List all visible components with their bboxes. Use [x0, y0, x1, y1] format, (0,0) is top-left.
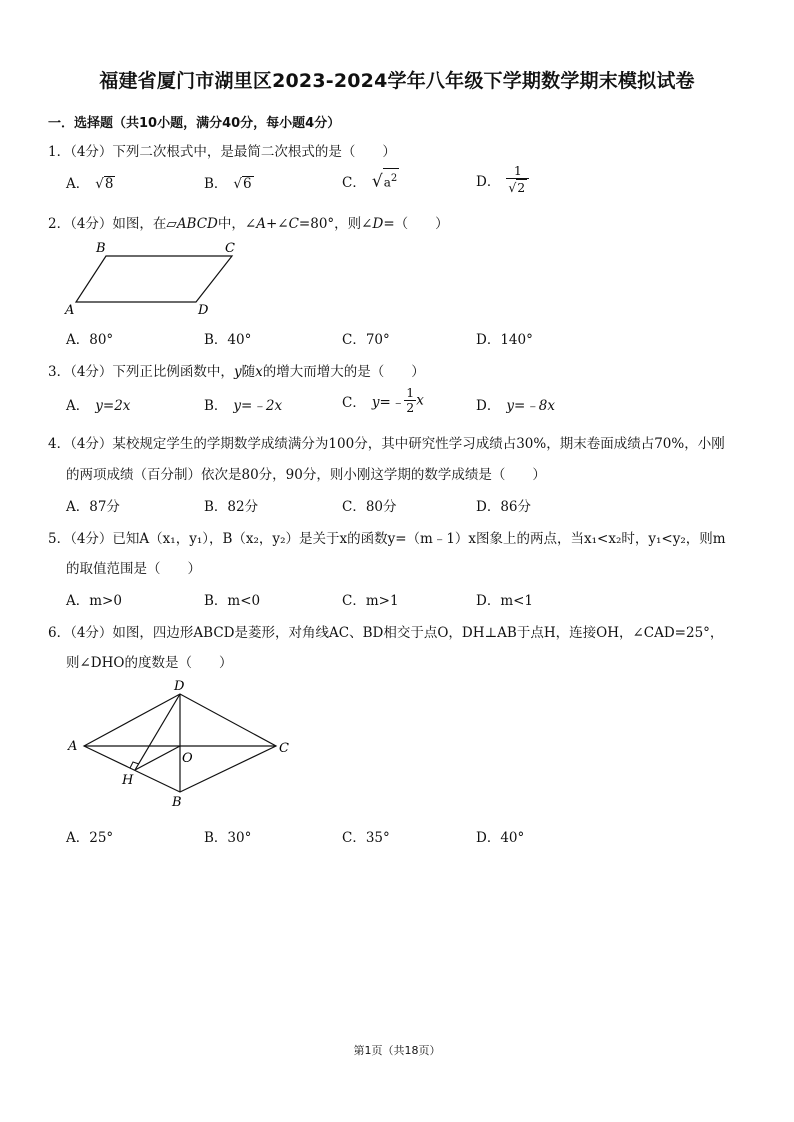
sqrt-sign-icon: √: [95, 176, 104, 192]
option-expression: y=﹣2x: [233, 398, 283, 414]
rhombus-figure: [60, 678, 300, 812]
fraction-numerator: 1: [506, 164, 529, 179]
sqrt-sign-icon: √: [233, 176, 243, 192]
q6-option-b[interactable]: B．30°: [204, 830, 252, 846]
q4-option-b[interactable]: B．82分: [204, 499, 259, 515]
option-label: D．: [476, 173, 501, 190]
stem-var: x: [255, 364, 263, 380]
q4-stem-line2: 的两项成绩（百分制）依次是80分，90分，则小刚这学期的数学成绩是（ ）: [66, 467, 546, 483]
fraction-denominator: 2: [406, 400, 415, 415]
q5-option-d[interactable]: D．m<1: [476, 593, 534, 609]
stem-var: A: [256, 216, 266, 232]
stem-text: =（ ）: [383, 216, 449, 232]
vertex-label-a: A: [65, 303, 75, 318]
q6-option-a[interactable]: A．25°: [66, 830, 114, 846]
q5-option-c[interactable]: C．m>1: [342, 593, 399, 609]
option-label: B．: [204, 176, 228, 192]
vertex-label-d: D: [198, 303, 209, 318]
parallelogram-figure: [60, 236, 260, 320]
stem-text: 中，∠: [217, 216, 257, 232]
radicand-base: a: [383, 175, 391, 190]
q3-option-c[interactable]: [342, 386, 424, 415]
q3-option-d[interactable]: [476, 394, 555, 414]
parallelogram-shape: [76, 256, 232, 302]
option-label: A．: [66, 176, 90, 192]
fraction: [404, 386, 416, 415]
fraction: [506, 164, 529, 195]
q3-stem: [48, 360, 425, 380]
option-expression: y=﹣: [371, 394, 405, 411]
q4-option-a[interactable]: A．87分: [66, 499, 120, 515]
sqrt-sign-icon: √: [371, 171, 383, 192]
fraction-denominator: √2: [508, 180, 526, 195]
q2-stem: [48, 212, 449, 232]
option-label: D．: [476, 398, 501, 414]
q2-option-d[interactable]: D．140°: [476, 332, 533, 348]
q6-option-d[interactable]: D．40°: [476, 830, 525, 846]
option-expression: y=﹣8x: [506, 398, 555, 414]
q4-option-c[interactable]: C．80分: [342, 499, 397, 515]
option-label: A．: [66, 398, 90, 414]
q5-stem-line1: 5．（4分）已知A（x₁，y₁），B（x₂，y₂）是关于x的函数y=（m﹣1）x图象上的两点，当x₁<x₂时，y₁<y₂，则m: [48, 531, 726, 547]
vertex-label-c: C: [225, 241, 235, 256]
stem-var: C: [288, 216, 299, 232]
vertex-label-c: C: [279, 741, 289, 756]
fraction-numerator: 1: [406, 385, 415, 400]
radicand: 6: [243, 176, 252, 192]
q5-stem-line2: 的取值范围是（ ）: [66, 561, 201, 577]
radicand: [383, 168, 400, 191]
q4-stem-line1: 4．（4分）某校规定学生的学期数学成绩满分为100分，其中研究性学习成绩占30%，期末卷面成绩占70%，小刚: [48, 436, 725, 452]
stem-text: +∠: [265, 216, 289, 232]
q2-option-c[interactable]: C．70°: [342, 332, 390, 348]
option-label: C．: [342, 394, 366, 411]
q5-option-a[interactable]: A．m>0: [66, 593, 122, 609]
radicand-exponent: 2: [390, 173, 398, 184]
vertex-label-o: O: [182, 751, 193, 766]
vertex-label-h: H: [122, 773, 134, 788]
q6-stem-line2: 则∠DHO的度数是（ ）: [66, 655, 233, 671]
q1-option-c[interactable]: [342, 168, 399, 192]
section-heading: 一．选择题（共10小题，满分40分，每小题4分）: [48, 116, 341, 131]
stem-text: =80°，则∠: [298, 216, 373, 232]
q2-option-a[interactable]: A．80°: [66, 332, 114, 348]
q6-option-c[interactable]: C．35°: [342, 830, 390, 846]
option-expression: y=2x: [95, 398, 131, 414]
stem-text: 2．（4分）如图，在▱: [48, 216, 177, 232]
stem-var: ABCD: [176, 216, 218, 232]
q5-option-b[interactable]: B．m<0: [204, 593, 261, 609]
stem-var: D: [372, 216, 384, 232]
q3-option-a[interactable]: [66, 394, 130, 414]
option-label: B．: [204, 398, 228, 414]
option-expression: x: [416, 392, 424, 409]
q3-option-b[interactable]: [204, 394, 282, 414]
q4-option-d[interactable]: D．86分: [476, 499, 532, 515]
q1-stem: 1．（4分）下列二次根式中，是最简二次根式的是（ ）: [48, 144, 396, 160]
vertex-label-a: A: [68, 739, 78, 754]
page-title: 福建省厦门市湖里区2023-2024学年八年级下学期数学期末模拟试卷: [99, 70, 695, 92]
stem-text: 的增大而增大的是（ ）: [262, 364, 425, 380]
q6-stem-line1: 6．（4分）如图，四边形ABCD是菱形，对角线AC、BD相交于点O，DH⊥AB于点H，连接OH，∠CAD=25°，: [48, 625, 724, 641]
q1-option-d[interactable]: [476, 164, 529, 195]
q2-option-b[interactable]: B．40°: [204, 332, 252, 348]
radicand: 8: [104, 176, 114, 192]
stem-var: y: [233, 364, 242, 380]
q1-option-a[interactable]: [66, 172, 115, 192]
vertex-label-b: B: [96, 241, 106, 256]
q1-option-b[interactable]: [204, 172, 254, 192]
vertex-label-b: B: [172, 795, 182, 810]
stem-text: 随: [241, 364, 256, 380]
page-footer: 第1页（共18页）: [353, 1044, 441, 1057]
stem-text: 3．（4分）下列正比例函数中，: [48, 364, 234, 380]
radicand: 2: [517, 180, 526, 195]
option-label: C．: [342, 174, 366, 191]
vertex-label-d: D: [174, 679, 185, 694]
